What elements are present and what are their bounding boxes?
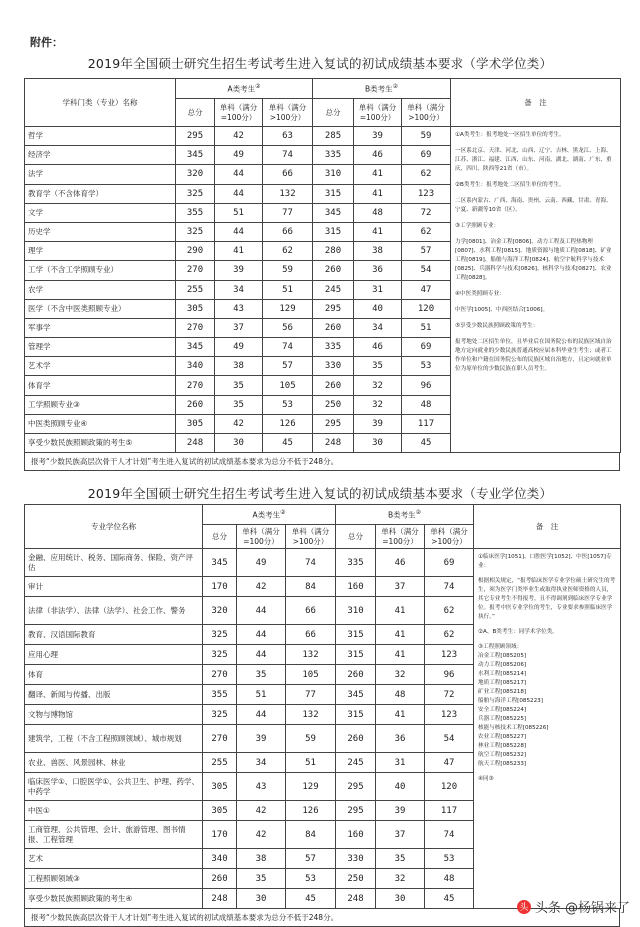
score-a-single100: 44: [237, 705, 286, 725]
score-b-single-gt100: 74: [425, 821, 474, 849]
score-a-single-gt100: 84: [286, 821, 336, 849]
score-a-single-gt100: 105: [286, 665, 336, 685]
score-a-single-gt100: 53: [286, 869, 336, 889]
score-b-single-gt100: 45: [425, 889, 474, 909]
score-a-single-gt100: 62: [263, 242, 313, 261]
score-b-single100: 35: [354, 357, 402, 376]
score-a-total: 270: [176, 318, 215, 337]
score-a-single100: 49: [215, 338, 263, 357]
score-a-single-gt100: 129: [263, 299, 313, 318]
score-a-total: 325: [203, 705, 237, 725]
subject-name: 金融、应用统计、税务、国际商务、保险、资产评估: [25, 549, 203, 577]
score-b-single100: 46: [354, 146, 402, 165]
remark-line: ③工学照顾专业：: [455, 223, 500, 229]
score-a-single-gt100: 66: [263, 165, 313, 184]
score-b-single100: 38: [354, 242, 402, 261]
remark-line: 动力工程[085206]: [478, 662, 527, 668]
score-b-single-gt100: 117: [402, 414, 451, 433]
score-b-total: 260: [336, 725, 376, 753]
subject-name: 建筑学，工程（不含工程照顾领域）、城市规划: [25, 725, 203, 753]
remark-line: 安全工程[085224]: [478, 707, 527, 713]
score-a-total: 355: [203, 685, 237, 705]
score-b-total: 315: [336, 625, 376, 645]
score-b-single100: 39: [376, 801, 425, 821]
header-remarks: 备 注: [474, 505, 621, 549]
score-a-single100: 41: [215, 242, 263, 261]
score-b-total: 248: [313, 434, 354, 453]
score-b-single-gt100: 48: [402, 395, 451, 414]
score-a-single100: 35: [237, 665, 286, 685]
score-a-total: 340: [176, 357, 215, 376]
remark-line: 水利工程[085214]: [478, 671, 527, 677]
watermark: [517, 897, 630, 916]
attachment-label: 附件：: [30, 36, 63, 49]
remark-line: 船舶与海洋工程[085223]: [478, 698, 543, 704]
header-b-single100: 单科（满分=100分）: [376, 525, 425, 549]
score-b-single-gt100: 62: [425, 625, 474, 645]
score-a-single-gt100: 66: [263, 222, 313, 241]
score-a-total: 270: [203, 725, 237, 753]
score-a-single-gt100: 63: [263, 127, 313, 146]
score-b-total: 315: [313, 222, 354, 241]
score-a-single100: 42: [237, 577, 286, 597]
score-b-single100: 30: [354, 434, 402, 453]
subject-name: 文学: [25, 203, 176, 222]
score-a-total: 170: [203, 821, 237, 849]
score-b-single-gt100: 96: [425, 665, 474, 685]
score-a-single-gt100: 45: [263, 434, 313, 453]
score-b-single-gt100: 96: [402, 376, 451, 395]
score-b-single-gt100: 51: [402, 318, 451, 337]
score-a-single100: 38: [215, 357, 263, 376]
score-a-single-gt100: 57: [263, 357, 313, 376]
score-a-single100: 44: [215, 222, 263, 241]
header-group-a: A类考生②: [203, 505, 336, 525]
header-remarks: 备 注: [451, 79, 621, 127]
score-a-single-gt100: 57: [286, 849, 336, 869]
remark-line: 根据相关规定，“报考临床医学专业学位硕士研究生的考生，须为医学门类毕业生或取得执业医师资格的人员，其它专业考生不得报考，且不得调剂到临床医学专业学位。报考中医专业学位的考生，专业要求参照临床医学执行。”: [478, 578, 616, 620]
subject-name: 法律（非法学）、法律（法学）、社会工作、警务: [25, 597, 203, 625]
score-b-total: 335: [313, 338, 354, 357]
score-a-single100: 30: [237, 889, 286, 909]
score-b-single100: 31: [376, 753, 425, 773]
score-b-single100: 46: [354, 338, 402, 357]
header-group-b: B类考生②: [336, 505, 474, 525]
score-a-single100: 42: [237, 821, 286, 849]
score-a-total: 270: [203, 665, 237, 685]
remark-line: ④中医类照顾专业：: [455, 291, 505, 297]
score-b-single-gt100: 120: [425, 773, 474, 801]
score-a-single-gt100: 126: [263, 414, 313, 433]
remark-line: ④同③: [478, 776, 494, 782]
score-b-single-gt100: 123: [402, 184, 451, 203]
score-b-total: 295: [336, 801, 376, 821]
score-a-single100: 49: [215, 146, 263, 165]
header-a-single-gt100: 单科（满分>100分）: [286, 525, 336, 549]
score-a-total: 270: [176, 261, 215, 280]
score-b-single-gt100: 48: [425, 869, 474, 889]
score-a-single-gt100: 132: [263, 184, 313, 203]
header-b-total: 总分: [336, 525, 376, 549]
score-a-single-gt100: 74: [263, 338, 313, 357]
score-a-total: 170: [203, 577, 237, 597]
score-a-single-gt100: 132: [286, 705, 336, 725]
remark-line: 冶金工程[085205]: [478, 653, 527, 659]
score-b-single100: 36: [354, 261, 402, 280]
score-a-single100: 34: [215, 280, 263, 299]
score-b-total: 250: [313, 395, 354, 414]
score-b-total: 315: [336, 645, 376, 665]
subject-name: 军事学: [25, 318, 176, 337]
score-b-single100: 46: [376, 549, 425, 577]
score-b-single100: 41: [354, 184, 402, 203]
remark-line: 航空工程[085232]: [478, 752, 527, 758]
subject-name: 哲学: [25, 127, 176, 146]
score-b-single-gt100: 62: [402, 165, 451, 184]
score-a-single100: 42: [215, 127, 263, 146]
score-a-total: 345: [176, 338, 215, 357]
score-a-total: 260: [176, 395, 215, 414]
score-a-total: 248: [176, 434, 215, 453]
score-a-total: 305: [203, 773, 237, 801]
subject-name: 教育学（不含体育学）: [25, 184, 176, 203]
score-b-single100: 31: [354, 280, 402, 299]
subject-name: 体育学: [25, 376, 176, 395]
score-a-single100: 35: [215, 376, 263, 395]
subject-name: 应用心理: [25, 645, 203, 665]
score-b-total: 285: [313, 127, 354, 146]
score-b-single100: 32: [376, 665, 425, 685]
subject-name: 管理学: [25, 338, 176, 357]
score-b-single-gt100: 69: [425, 549, 474, 577]
remark-line: 报考地处二区招生单位，且毕业后在国务院公布的民族区域自治地方定向就业的少数民族普通高校应届本科毕业生考生；或者工作单位和户籍在国务院公布的民族区域自治地方，且定向就业单位为原单位的少数民族在职人员考生。: [455, 339, 612, 372]
subject-name: 享受少数民族照顾政策的考生⑤: [25, 434, 176, 453]
subject-name: 法学: [25, 165, 176, 184]
score-a-single100: 44: [237, 645, 286, 665]
score-b-single-gt100: 54: [402, 261, 451, 280]
score-b-single-gt100: 123: [425, 645, 474, 665]
score-a-single-gt100: 51: [263, 280, 313, 299]
score-b-total: 310: [336, 597, 376, 625]
score-a-total: 255: [176, 280, 215, 299]
score-b-single-gt100: 47: [402, 280, 451, 299]
score-b-single100: 37: [376, 821, 425, 849]
academic-requirements-table: [24, 78, 621, 453]
score-b-single100: 40: [376, 773, 425, 801]
score-b-single-gt100: 123: [425, 705, 474, 725]
score-b-single100: 32: [354, 376, 402, 395]
score-a-single100: 51: [215, 203, 263, 222]
subject-name: 工学照顾专业③: [25, 395, 176, 414]
score-a-single-gt100: 77: [263, 203, 313, 222]
score-b-total: 345: [313, 203, 354, 222]
remark-line: ②B类考生：报考地处二区招生单位的考生。: [455, 182, 565, 188]
score-a-single-gt100: 66: [286, 625, 336, 645]
header-b-single100: 单科（满分=100分）: [354, 99, 402, 127]
score-b-total: 330: [336, 849, 376, 869]
score-b-single-gt100: 74: [425, 577, 474, 597]
subject-name: 翻译、新闻与传播、出版: [25, 685, 203, 705]
score-b-total: 260: [313, 318, 354, 337]
score-b-total: 295: [336, 773, 376, 801]
score-a-single-gt100: 129: [286, 773, 336, 801]
score-a-total: 255: [203, 753, 237, 773]
score-a-single-gt100: 51: [286, 753, 336, 773]
professional-requirements-table: [24, 504, 621, 909]
remark-line: 矿业工程[085218]: [478, 689, 527, 695]
score-b-total: 310: [313, 165, 354, 184]
header-group-b: B类考生②: [313, 79, 451, 99]
score-b-total: 335: [313, 146, 354, 165]
score-b-total: 260: [313, 261, 354, 280]
score-b-single-gt100: 47: [425, 753, 474, 773]
score-a-single100: 38: [237, 849, 286, 869]
score-b-total: 260: [336, 665, 376, 685]
score-b-single100: 40: [354, 299, 402, 318]
score-b-single-gt100: 72: [425, 685, 474, 705]
score-b-single-gt100: 62: [402, 222, 451, 241]
score-a-single-gt100: 45: [286, 889, 336, 909]
score-a-total: 340: [203, 849, 237, 869]
score-a-single-gt100: 59: [286, 725, 336, 753]
section2-title: 2019年全国硕士研究生招生考试考生进入复试的初试成绩基本要求（专业学位类）: [87, 486, 553, 501]
score-a-single100: 39: [237, 725, 286, 753]
score-b-total: 330: [313, 357, 354, 376]
header-a-single100: 单科（满分=100分）: [215, 99, 263, 127]
remark-line: 地质工程[085217]: [478, 680, 527, 686]
watermark-text: 头条 @杨锅来了: [534, 901, 630, 916]
score-b-single-gt100: 69: [402, 146, 451, 165]
score-b-total: 250: [336, 869, 376, 889]
subject-name: 工学（不含工学照顾专业）: [25, 261, 176, 280]
score-a-single-gt100: 126: [286, 801, 336, 821]
header-a-single100: 单科（满分=100分）: [237, 525, 286, 549]
remark-line: ①临床医学[1051]、口腔医学[1052]、中医[1057]专业：: [478, 554, 612, 569]
remark-line: 二区系内蒙古、广西、海南、贵州、云南、西藏、甘肃、青海、宁夏、新疆等10省（区）。: [455, 198, 612, 213]
remark-line: 核能与核技术工程[085226]: [478, 725, 549, 731]
subject-name: 享受少数民族照顾政策的考生④: [25, 889, 203, 909]
table-row: [25, 549, 621, 577]
score-a-single100: 44: [215, 165, 263, 184]
subject-name: 艺术学: [25, 357, 176, 376]
score-a-single-gt100: 105: [263, 376, 313, 395]
score-a-total: 260: [203, 869, 237, 889]
subject-name: 农业、兽医、风景园林、林业: [25, 753, 203, 773]
score-b-single-gt100: 59: [402, 127, 451, 146]
score-b-single100: 37: [376, 577, 425, 597]
score-a-total: 305: [176, 299, 215, 318]
score-a-total: 295: [176, 127, 215, 146]
score-b-total: 160: [336, 821, 376, 849]
score-a-single100: 42: [215, 414, 263, 433]
score-b-single100: 35: [376, 849, 425, 869]
score-a-total: 290: [176, 242, 215, 261]
subject-name: 体育: [25, 665, 203, 685]
subject-name: 经济学: [25, 146, 176, 165]
score-b-single100: 34: [354, 318, 402, 337]
score-b-total: 315: [336, 705, 376, 725]
score-a-single100: 44: [237, 625, 286, 645]
score-a-single100: 43: [215, 299, 263, 318]
subject-name: 教育、汉语国际教育: [25, 625, 203, 645]
remark-line: 力学[0801]、冶金工程[0806]、动力工程及工程热物理[0807]、水利工程[0815]、地质资源与地质工程[0818]、矿业工程[0819]、船舶与海洋工程[0824]、航空宇航科学与技术[0825]、兵器科学与技术[0826]、核科学与技术[0827]、农业工程[0828]。: [455, 239, 612, 281]
remark-line: ①A类考生：报考地处一区招生单位的考生。: [455, 132, 565, 138]
score-a-single-gt100: 132: [286, 645, 336, 665]
subject-name: 文物与博物馆: [25, 705, 203, 725]
header-a-total: 总分: [203, 525, 237, 549]
score-a-total: 320: [203, 597, 237, 625]
score-a-single100: 34: [237, 753, 286, 773]
header-a-single-gt100: 单科（满分>100分）: [263, 99, 313, 127]
remark-line: 一区系北京、天津、河北、山西、辽宁、吉林、黑龙江、上海、江苏、浙江、福建、江西、山东、河南、湖北、湖南、广东、重庆、四川、陕西等21省（市）。: [455, 148, 612, 172]
score-a-single100: 51: [237, 685, 286, 705]
score-b-single100: 32: [376, 869, 425, 889]
score-b-total: 295: [313, 299, 354, 318]
score-b-single100: 39: [354, 127, 402, 146]
subject-name: 工程照顾领域③: [25, 869, 203, 889]
score-b-single100: 41: [376, 625, 425, 645]
score-b-single100: 32: [354, 395, 402, 414]
score-b-single100: 41: [354, 165, 402, 184]
remark-line: 兵器工程[085225]: [478, 716, 527, 722]
score-a-total: 355: [176, 203, 215, 222]
score-a-single100: 44: [215, 184, 263, 203]
header-a-total: 总分: [176, 99, 215, 127]
toutiao-logo-icon: 头: [517, 900, 531, 914]
score-a-single-gt100: 74: [286, 549, 336, 577]
remark-line: ⑤享受少数民族照顾政策的考生：: [455, 323, 539, 329]
score-b-single100: 41: [354, 222, 402, 241]
score-b-single-gt100: 120: [402, 299, 451, 318]
score-b-total: 248: [336, 889, 376, 909]
score-a-single-gt100: 59: [263, 261, 313, 280]
score-b-single-gt100: 117: [425, 801, 474, 821]
remarks-cell: [474, 549, 621, 909]
score-a-total: 320: [176, 165, 215, 184]
score-b-single100: 48: [376, 685, 425, 705]
subject-name: 艺术: [25, 849, 203, 869]
score-b-single-gt100: 53: [425, 849, 474, 869]
score-a-single-gt100: 77: [286, 685, 336, 705]
score-a-single100: 30: [215, 434, 263, 453]
section1-title: 2019年全国硕士研究生招生考试考生进入复试的初试成绩基本要求（学术学位类）: [87, 56, 553, 71]
score-b-single100: 36: [376, 725, 425, 753]
score-a-total: 305: [176, 414, 215, 433]
score-a-total: 325: [176, 184, 215, 203]
remark-line: ③工程照顾领域：: [478, 644, 523, 650]
header-subject: 学科门类（专业）名称: [25, 79, 176, 127]
score-b-single100: 41: [376, 645, 425, 665]
score-a-total: 325: [176, 222, 215, 241]
score-b-single100: 41: [376, 705, 425, 725]
score-b-total: 280: [313, 242, 354, 261]
header-subject: 专业学位名称: [25, 505, 203, 549]
score-a-total: 325: [203, 625, 237, 645]
score-b-single100: 30: [376, 889, 425, 909]
subject-name: 理学: [25, 242, 176, 261]
header-group-a: A类考生②: [176, 79, 313, 99]
score-b-single-gt100: 45: [402, 434, 451, 453]
section1-footnote: 报考“少数民族高层次骨干人才计划”考生进入复试的初试成绩基本要求为总分不低于248分。: [24, 453, 620, 471]
subject-name: 医学（不含中医类照顾专业）: [25, 299, 176, 318]
score-b-single-gt100: 54: [425, 725, 474, 753]
score-a-single100: 39: [215, 261, 263, 280]
score-b-single-gt100: 62: [425, 597, 474, 625]
score-b-single100: 39: [354, 414, 402, 433]
score-a-total: 325: [203, 645, 237, 665]
score-a-total: 345: [203, 549, 237, 577]
remark-line: 林业工程[085228]: [478, 743, 527, 749]
score-b-total: 260: [313, 376, 354, 395]
score-a-total: 305: [203, 801, 237, 821]
score-a-total: 345: [176, 146, 215, 165]
score-b-single-gt100: 72: [402, 203, 451, 222]
score-a-single100: 35: [215, 395, 263, 414]
header-b-single-gt100: 单科（满分>100分）: [425, 525, 474, 549]
score-a-single100: 42: [237, 801, 286, 821]
score-b-single100: 48: [354, 203, 402, 222]
remark-line: 中医学[1005]、中西医结合[1006]。: [455, 307, 549, 313]
score-a-single100: 35: [237, 869, 286, 889]
subject-name: 中医类照顾专业④: [25, 414, 176, 433]
subject-name: 历史学: [25, 222, 176, 241]
score-b-total: 315: [313, 184, 354, 203]
remark-line: 航天工程[085233]: [478, 761, 527, 767]
header-b-total: 总分: [313, 99, 354, 127]
remarks-cell: [451, 127, 621, 453]
score-a-single-gt100: 74: [263, 146, 313, 165]
score-b-single-gt100: 57: [402, 242, 451, 261]
score-b-total: 160: [336, 577, 376, 597]
score-b-single-gt100: 69: [402, 338, 451, 357]
score-a-single-gt100: 84: [286, 577, 336, 597]
score-b-single100: 41: [376, 597, 425, 625]
remark-line: 农业工程[085227]: [478, 734, 527, 740]
score-a-single-gt100: 66: [286, 597, 336, 625]
score-a-total: 248: [203, 889, 237, 909]
score-a-single-gt100: 53: [263, 395, 313, 414]
score-b-total: 335: [336, 549, 376, 577]
score-a-single100: 37: [215, 318, 263, 337]
score-a-single-gt100: 56: [263, 318, 313, 337]
score-a-single100: 49: [237, 549, 286, 577]
score-b-total: 245: [313, 280, 354, 299]
remark-line: ②A、B类考生：同学术学位类。: [478, 629, 558, 635]
table-row: [25, 127, 621, 146]
score-b-single-gt100: 53: [402, 357, 451, 376]
score-a-single100: 43: [237, 773, 286, 801]
subject-name: 中医①: [25, 801, 203, 821]
score-b-total: 295: [313, 414, 354, 433]
score-b-total: 345: [336, 685, 376, 705]
header-b-single-gt100: 单科（满分>100分）: [402, 99, 451, 127]
subject-name: 工商管理、公共管理、会计、旅游管理、图书情报、工程管理: [25, 821, 203, 849]
subject-name: 审计: [25, 577, 203, 597]
subject-name: 临床医学①、口腔医学①、公共卫生、护理、药学、中药学: [25, 773, 203, 801]
score-a-total: 270: [176, 376, 215, 395]
score-b-total: 245: [336, 753, 376, 773]
subject-name: 农学: [25, 280, 176, 299]
score-a-single100: 44: [237, 597, 286, 625]
section2-footnote: 报考“少数民族高层次骨干人才计划”考生进入复试的初试成绩基本要求为总分不低于248分。: [24, 909, 620, 927]
